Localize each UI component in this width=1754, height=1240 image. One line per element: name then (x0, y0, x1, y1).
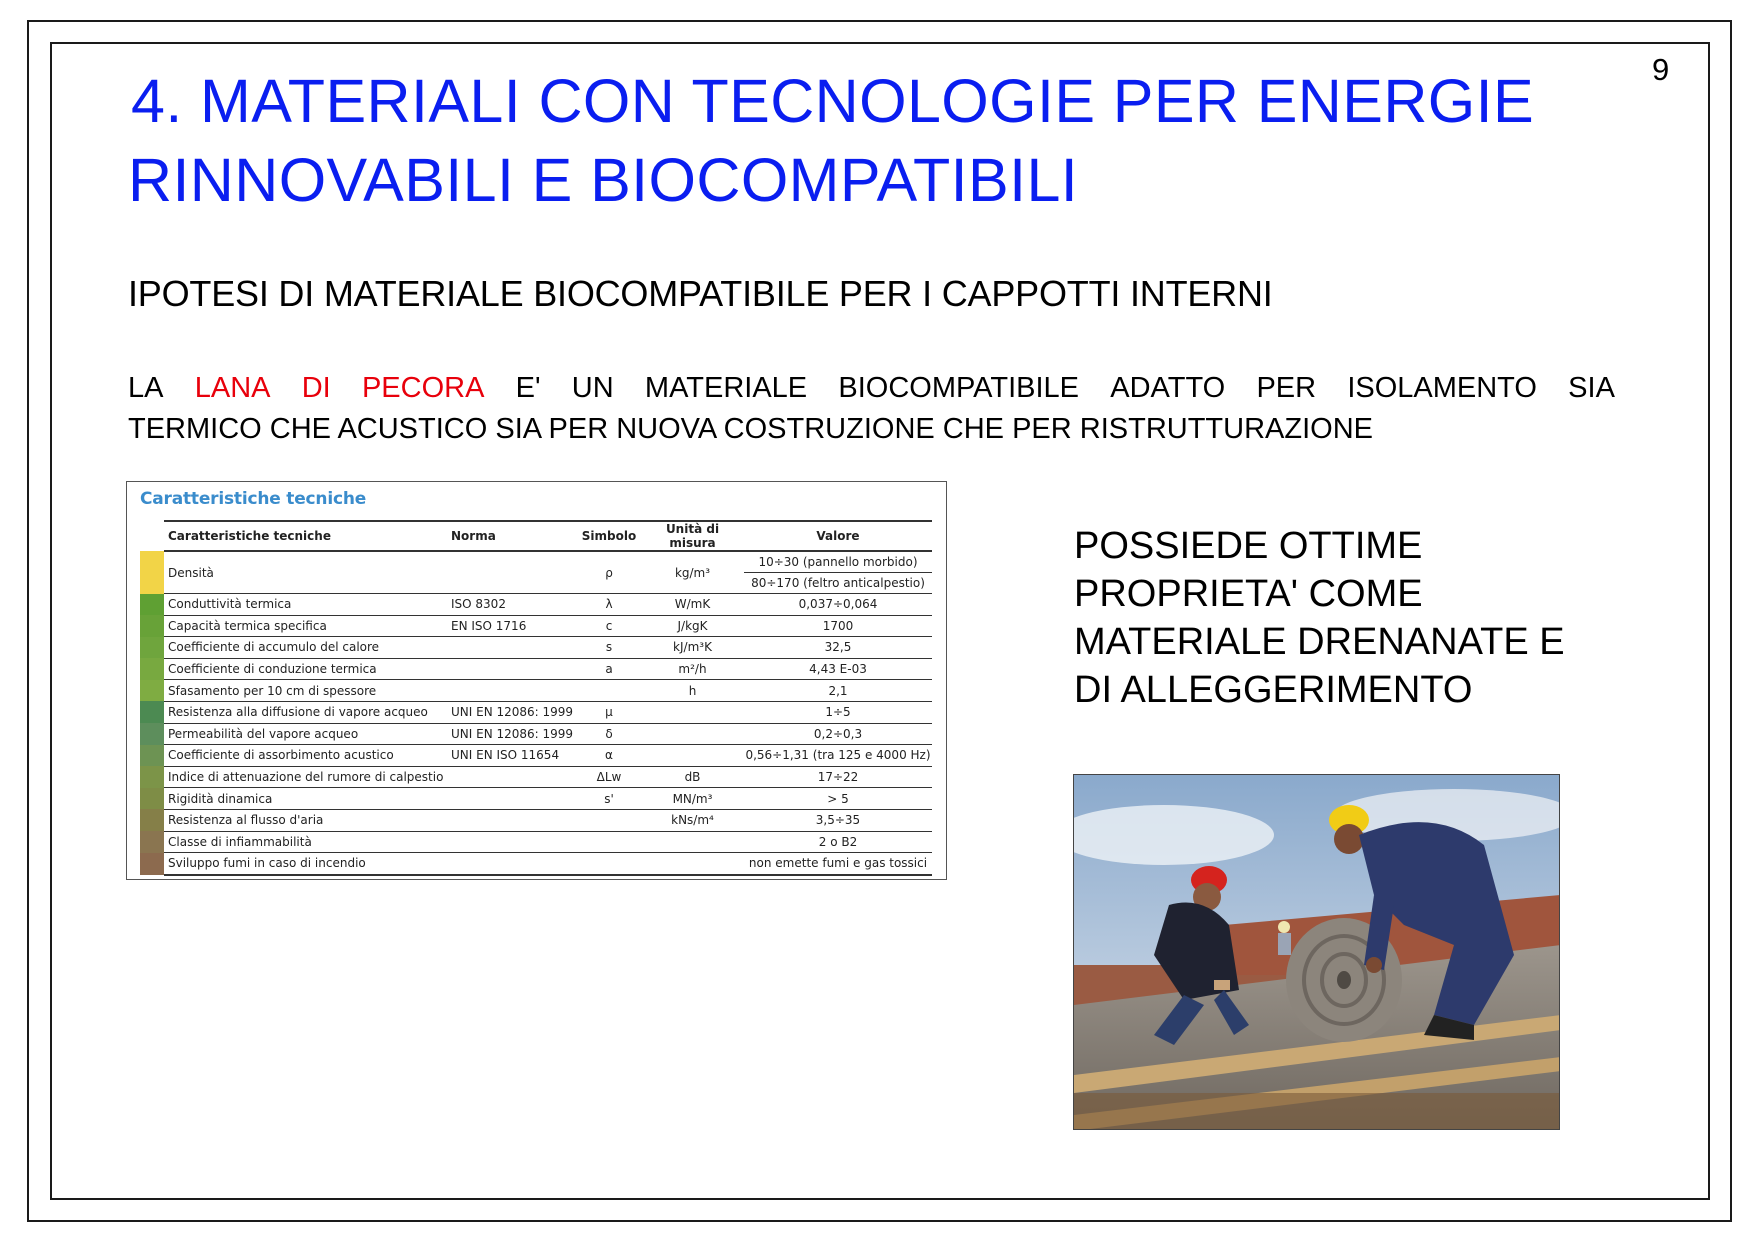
table-row (140, 745, 932, 767)
row-simbolo: c (577, 615, 641, 637)
table-row (140, 680, 932, 702)
row-valore: 4,43 E-03 (744, 658, 932, 680)
row-simbolo (577, 853, 641, 875)
row-norma (451, 831, 577, 853)
row-color-swatch (140, 831, 164, 853)
row-norma: UNI EN ISO 11654 (451, 745, 577, 767)
intro-highlight-word: LANA (194, 372, 271, 404)
technical-specs-table (140, 520, 932, 876)
intro-word: ISOLAMENTO (1347, 372, 1537, 404)
row-name: Indice di attenuazione del rumore di calpestio (164, 766, 451, 788)
row-unita: kNs/m⁴ (641, 809, 744, 831)
row-unita (641, 745, 744, 767)
table-row (140, 853, 932, 875)
row-valore: 3,5÷35 (744, 809, 932, 831)
row-simbolo: s (577, 637, 641, 659)
intro-highlight-word: PECORA (361, 372, 485, 404)
page-number: 9 (1652, 52, 1670, 87)
row-name: Conduttività termica (164, 594, 451, 616)
row-color-swatch (140, 637, 164, 659)
row-simbolo: λ (577, 594, 641, 616)
row-color-swatch (140, 788, 164, 810)
row-name: Resistenza alla diffusione di vapore acqueo (164, 701, 451, 723)
row-valore: 0,037÷0,064 (744, 594, 932, 616)
table-row (140, 637, 932, 659)
row-norma (451, 766, 577, 788)
row-color-swatch (140, 615, 164, 637)
table-row (140, 831, 932, 853)
row-name: Sfasamento per 10 cm di spessore (164, 680, 451, 702)
row-norma: EN ISO 1716 (451, 615, 577, 637)
photo-illustration (1074, 775, 1560, 1130)
row-valore: 10÷30 (pannello morbido) (744, 551, 932, 573)
header-name: Caratteristiche tecniche (164, 521, 451, 551)
row-color-swatch (140, 551, 164, 594)
row-simbolo (577, 831, 641, 853)
table-row (140, 766, 932, 788)
row-name: Resistenza al flusso d'aria (164, 809, 451, 831)
title-line-1: 4. MATERIALI CON TECNOLOGIE PER ENERGIE (131, 67, 1535, 135)
title-line-2: RINNOVABILI E BIOCOMPATIBILI (128, 146, 1079, 214)
row-valore: 2 o B2 (744, 831, 932, 853)
row-simbolo: μ (577, 701, 641, 723)
row-unita: kJ/m³K (641, 637, 744, 659)
section-subtitle: IPOTESI DI MATERIALE BIOCOMPATIBILE PER I CAPPOTTI INTERNI (128, 273, 1273, 314)
row-simbolo (577, 809, 641, 831)
table-row (140, 723, 932, 745)
properties-note (1074, 522, 1634, 714)
header-norma: Norma (451, 521, 577, 551)
row-simbolo (577, 680, 641, 702)
row-valore: > 5 (744, 788, 932, 810)
table-row (140, 788, 932, 810)
row-unita: MN/m³ (641, 788, 744, 810)
row-unita (641, 723, 744, 745)
intro-word: PER (1256, 372, 1317, 404)
row-color-swatch (140, 809, 164, 831)
row-color-swatch (140, 594, 164, 616)
properties-line: PROPRIETA' COME (1074, 573, 1423, 615)
row-color-swatch (140, 658, 164, 680)
row-name: Sviluppo fumi in caso di incendio (164, 853, 451, 875)
row-norma (451, 658, 577, 680)
row-valore: 32,5 (744, 637, 932, 659)
row-valore: 0,2÷0,3 (744, 723, 932, 745)
row-name: Rigidità dinamica (164, 788, 451, 810)
row-name: Coefficiente di assorbimento acustico (164, 745, 451, 767)
row-simbolo: ΔLw (577, 766, 641, 788)
intro-word: BIOCOMPATIBILE (838, 372, 1080, 404)
properties-line: POSSIEDE OTTIME (1074, 525, 1423, 567)
row-valore: 1÷5 (744, 701, 932, 723)
row-valore: 2,1 (744, 680, 932, 702)
row-color-swatch (140, 853, 164, 875)
row-unita: dB (641, 766, 744, 788)
row-name: Coefficiente di accumulo del calore (164, 637, 451, 659)
row-color-swatch (140, 723, 164, 745)
row-simbolo: s' (577, 788, 641, 810)
row-color-swatch (140, 766, 164, 788)
intro-word: E' (515, 372, 541, 404)
row-unita: J/kgK (641, 615, 744, 637)
table-row (140, 701, 932, 723)
row-norma: ISO 8302 (451, 594, 577, 616)
row-unita: m²/h (641, 658, 744, 680)
row-norma (451, 788, 577, 810)
table-row (140, 809, 932, 831)
row-color-swatch (140, 745, 164, 767)
row-unita (641, 831, 744, 853)
row-valore: 17÷22 (744, 766, 932, 788)
row-name: Permeabilità del vapore acqueo (164, 723, 451, 745)
table-row (140, 658, 932, 680)
row-unita (641, 701, 744, 723)
row-name: Classe di infiammabilità (164, 831, 451, 853)
intro-word: UN (571, 372, 614, 404)
table-row (140, 551, 932, 573)
row-valore: 80÷170 (feltro anticalpestio) (744, 573, 932, 594)
row-name: Densità (164, 551, 451, 594)
properties-line: DI ALLEGGERIMENTO (1074, 669, 1473, 711)
row-norma: UNI EN 12086: 1999 (451, 723, 577, 745)
row-name: Capacità termica specifica (164, 615, 451, 637)
header-valore: Valore (744, 521, 932, 551)
row-color-swatch (140, 701, 164, 723)
table-row (140, 615, 932, 637)
intro-word: MATERIALE (644, 372, 808, 404)
table-header-row (140, 521, 932, 551)
row-simbolo: a (577, 658, 641, 680)
intro-word: LA (128, 372, 164, 404)
intro-highlight-word: DI (301, 372, 331, 404)
intro-line-1 (128, 368, 1615, 409)
row-simbolo: δ (577, 723, 641, 745)
row-color-swatch (140, 680, 164, 702)
row-simbolo: ρ (577, 551, 641, 594)
row-norma (451, 637, 577, 659)
intro-word: SIA (1568, 372, 1615, 404)
worker-background (1278, 921, 1291, 955)
row-valore: 1700 (744, 615, 932, 637)
row-unita: h (641, 680, 744, 702)
row-unita: W/mK (641, 594, 744, 616)
workers-installing-wool-photo (1073, 774, 1560, 1130)
row-norma (451, 853, 577, 875)
header-simbolo: Simbolo (577, 521, 641, 551)
row-unita (641, 853, 744, 875)
technical-specs-figure (126, 481, 947, 880)
row-valore: 0,56÷1,31 (tra 125 e 4000 Hz) (744, 745, 932, 767)
row-norma (451, 551, 577, 594)
intro-word: ADATTO (1110, 372, 1226, 404)
row-unita: kg/m³ (641, 551, 744, 594)
row-simbolo: α (577, 745, 641, 767)
intro-paragraph (128, 368, 1615, 450)
header-unita: Unità di misura (641, 521, 744, 551)
table-row (140, 594, 932, 616)
row-norma (451, 809, 577, 831)
row-norma (451, 680, 577, 702)
row-norma: UNI EN 12086: 1999 (451, 701, 577, 723)
row-name: Coefficiente di conduzione termica (164, 658, 451, 680)
row-valore: non emette fumi e gas tossici (744, 853, 932, 875)
properties-line: MATERIALE DRENANATE E (1074, 621, 1565, 663)
table-title: Caratteristiche tecniche (140, 489, 367, 509)
page-title (128, 62, 1534, 220)
intro-line-2: TERMICO CHE ACUSTICO SIA PER NUOVA COSTRUZIONE CHE PER RISTRUTTURAZIONE (128, 413, 1373, 445)
